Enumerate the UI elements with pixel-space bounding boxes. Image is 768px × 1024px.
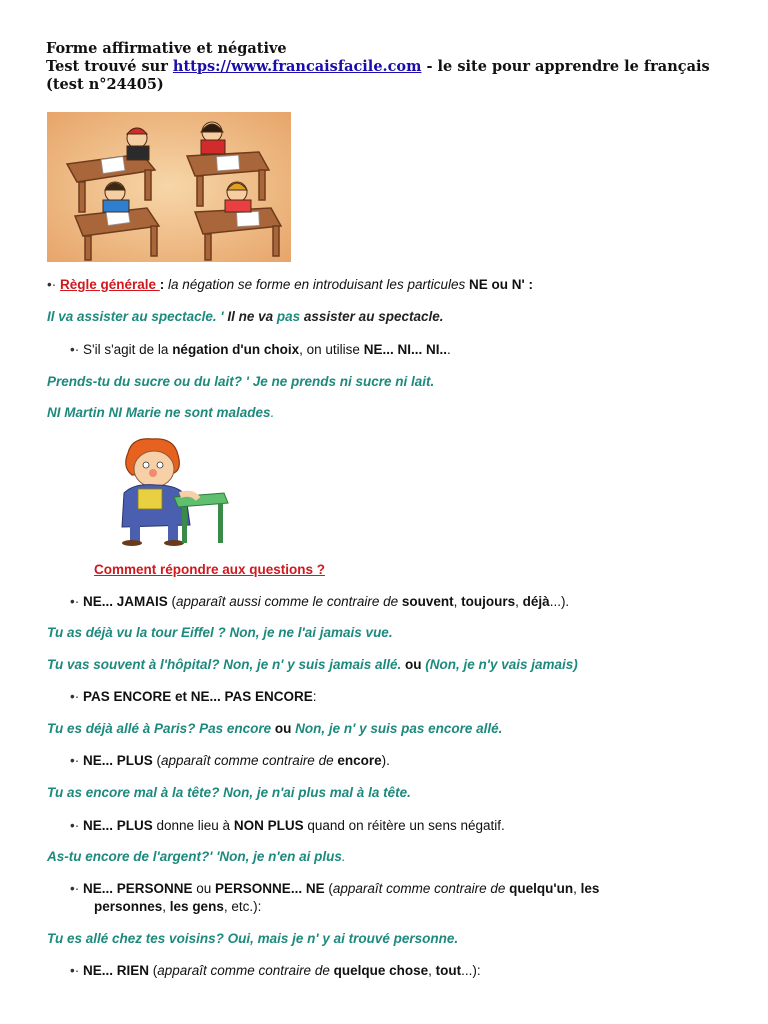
source-link[interactable]: https://www.francaisfacile.com bbox=[172, 58, 422, 75]
bullet-ne-rien: •· NE... RIEN (apparaît comme contraire de quelque chose, tout...): bbox=[70, 963, 481, 978]
source-line: Test trouvé sur https://www.francaisfacile.com - le site pour apprendre le français bbox=[46, 58, 710, 75]
example-line: Tu as encore mal à la tête? Non, je n'ai plus mal à la tête. bbox=[47, 785, 411, 800]
bullet-choice-negation: •· S'il s'agit de la négation d'un choix, on utilise NE... NI... NI... bbox=[70, 342, 451, 357]
bullet-ne-jamais: •· NE... JAMAIS (apparaît aussi comme le contraire de souvent, toujours, déjà...). bbox=[70, 594, 570, 609]
example-line: NI Martin NI Marie ne sont malades. bbox=[47, 405, 275, 420]
example-line: Il va assister au spectacle. ' Il ne va pas assister au spectacle. bbox=[47, 309, 444, 324]
questions-heading: Comment répondre aux questions ? bbox=[94, 562, 326, 577]
bullet-ne-personne-cont: personnes, les gens, etc.): bbox=[94, 899, 262, 914]
example-line: Tu as déjà vu la tour Eiffel ? Non, je ne l'ai jamais vue. bbox=[47, 625, 393, 640]
document-header bbox=[46, 40, 746, 94]
student-at-desk-illustration bbox=[94, 435, 230, 547]
bullet-non-plus: •· NE... PLUS donne lieu à NON PLUS quand on réitère un sens négatif. bbox=[70, 818, 505, 833]
bullet-pas-encore: •· PAS ENCORE et NE... PAS ENCORE: bbox=[70, 689, 317, 704]
rule-label: Règle générale bbox=[60, 277, 160, 292]
document-title: Forme affirmative et négative bbox=[46, 40, 287, 57]
example-line: Tu es allé chez tes voisins? Oui, mais je n' y ai trouvé personne. bbox=[47, 931, 459, 946]
bullet-ne-plus: •· NE... PLUS (apparaît comme contraire de encore). bbox=[70, 753, 390, 768]
example-line: Tu vas souvent à l'hôpital? Non, je n' y suis jamais allé. ou (Non, je n'y vais jamais) bbox=[47, 657, 578, 672]
classroom-kids-illustration bbox=[47, 112, 291, 262]
bullet-ne-personne: •· NE... PERSONNE ou PERSONNE... NE (apparaît comme contraire de quelqu'un, les bbox=[70, 881, 600, 896]
example-line: As-tu encore de l'argent?' 'Non, je n'en ai plus. bbox=[47, 849, 346, 864]
rule-general-line: •· Règle générale : la négation se forme en introduisant les particules NE ou N' : bbox=[47, 277, 533, 292]
example-line: Prends-tu du sucre ou du lait? ' Je ne prends ni sucre ni lait. bbox=[47, 374, 435, 389]
test-number: (test n°24405) bbox=[46, 76, 164, 93]
example-line: Tu es déjà allé à Paris? Pas encore ou Non, je n' y suis pas encore allé. bbox=[47, 721, 503, 736]
